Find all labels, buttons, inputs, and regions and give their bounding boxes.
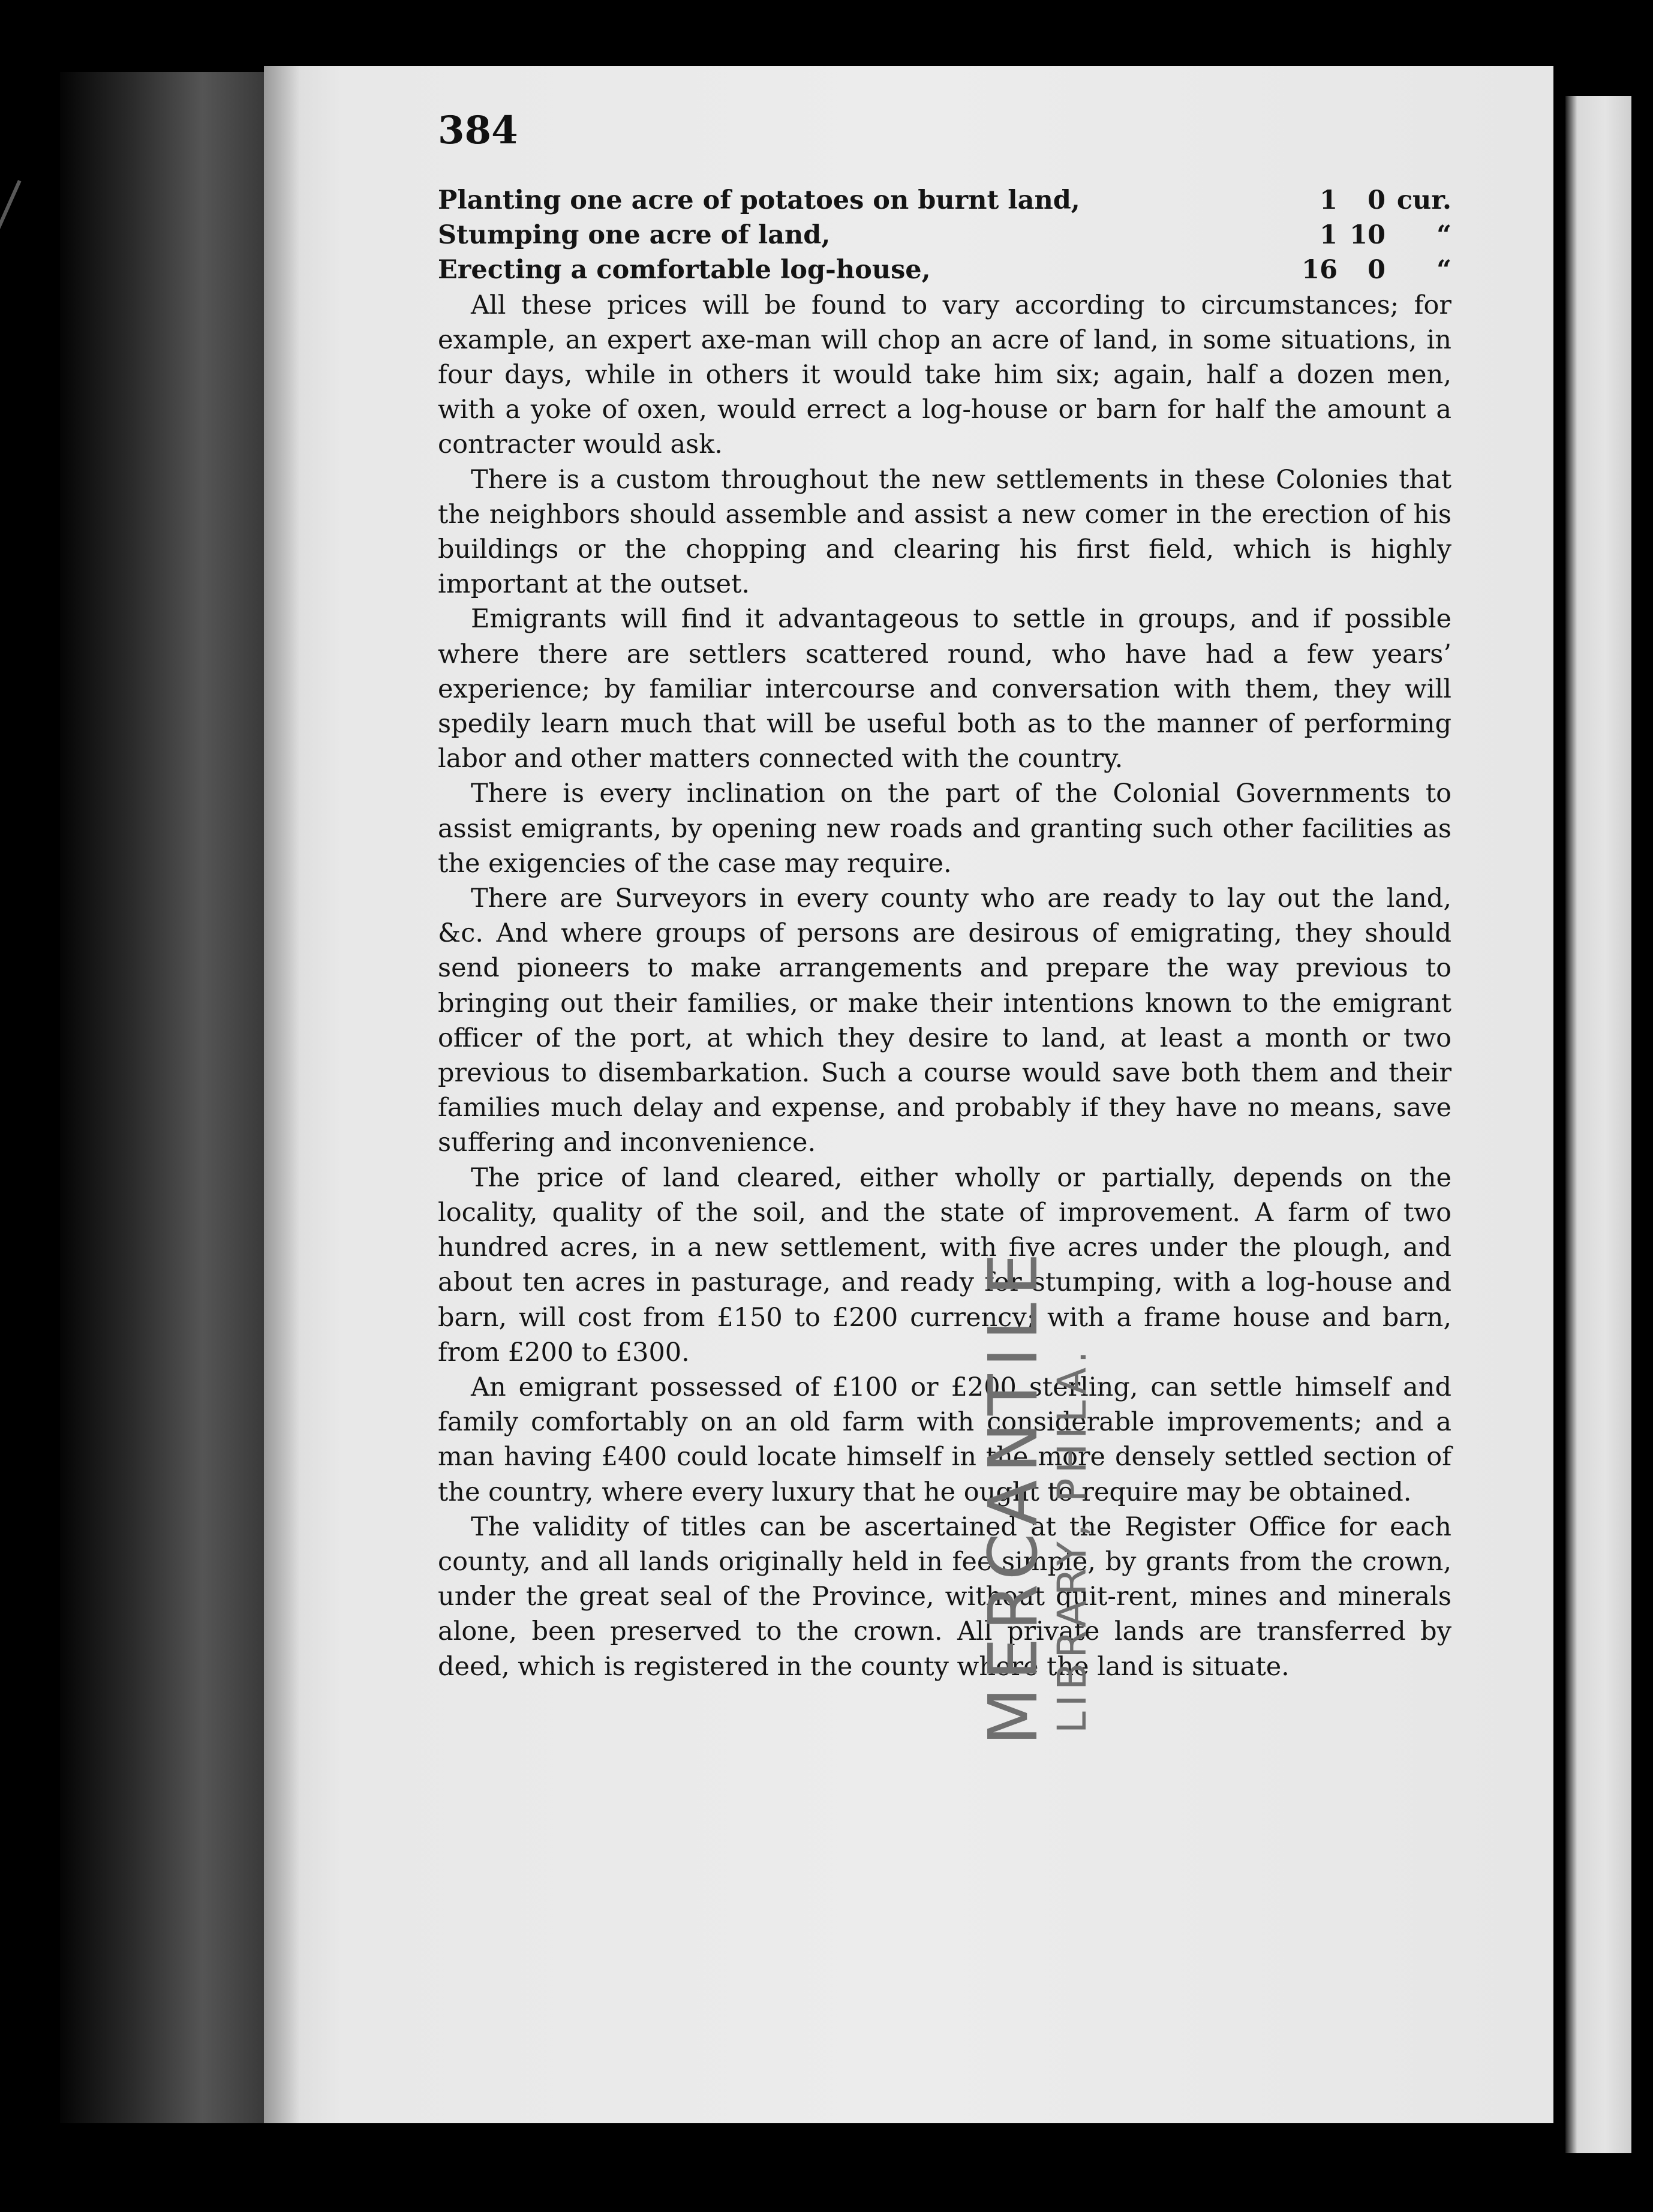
paragraph: There is a custom throughout the new settlements in these Colonies that the neighbors should assemble and assist a new comer in the erection of his buildings or the chopping and clearing his first field, which is highly important at the outset. bbox=[438, 464, 1451, 600]
book-spine-shadow bbox=[60, 72, 264, 2123]
paragraph: The validity of titles can be ascertained at the Register Office for each county, and all lands originally held in fee simple, by grants from the crown, under the great seal of the Province, without quit-rent, mines and minerals alone, been preserved to the crown. All private lands are transferred by deed, which is registered in the county where the land is situate. bbox=[438, 1511, 1451, 1682]
page-text bbox=[438, 183, 1451, 1684]
price-value-a: 1 bbox=[1320, 185, 1338, 215]
price-row bbox=[438, 183, 1451, 218]
next-page-edge bbox=[1565, 96, 1631, 2153]
price-row bbox=[438, 253, 1451, 287]
price-unit: cur. bbox=[1396, 185, 1451, 215]
price-item: Stumping one acre of land, bbox=[438, 220, 831, 251]
paragraph: Emigrants will find it advantageous to settle in groups, and if possible where there are settlers scattered round, who have had a few years’ experience; by familiar intercourse and conversation with them, they will spedily learn much that will be useful both as to the manner of performing labor and other matters connected with the country. bbox=[438, 604, 1451, 774]
paragraph: The price of land cleared, either wholly or partially, depends on the locality, quality of the soil, and the state of improvement. A farm of two hundred acres, in a new settlement, with five acres under the plough, and about ten acres in pasturage, and ready for stumping, with a log-house and barn, will cost from £150 to £200 currency; with a frame house and barn, from £200 to £300. bbox=[438, 1162, 1451, 1368]
stamp-line-1: MERCANTILE bbox=[975, 1246, 1053, 1745]
price-item: Erecting a comfortable log-house, bbox=[438, 255, 931, 285]
price-value-a: 1 bbox=[1320, 220, 1338, 251]
paragraph: An emigrant possessed of £100 or £200 sterling, can settle himself and family comfortably on an old farm with considerable improvements; and a man having £400 could locate himself in the more densely settled section of the country, where every luxury that he ought to require may be obtained. bbox=[438, 1372, 1451, 1507]
page-number: 384 bbox=[438, 108, 518, 153]
film-scratch bbox=[0, 180, 21, 1825]
price-unit: “ bbox=[1436, 255, 1451, 285]
paragraph: All these prices will be found to vary according to circumstances; for example, an expert axe-man will chop an acre of land, in some situations, in four days, while in others it would take him six; again, half a dozen men, with a yoke of oxen, would errect a log-house or barn for half the amount a contracter would ask. bbox=[438, 290, 1451, 460]
price-row bbox=[438, 218, 1451, 253]
price-value-b: 0 bbox=[1368, 185, 1385, 215]
price-value-b: 10 bbox=[1350, 220, 1385, 251]
stamp-line-2: LIBRARY, PHILA. bbox=[1049, 1346, 1095, 1733]
price-item: Planting one acre of potatoes on burnt land, bbox=[438, 185, 1080, 215]
book-page bbox=[264, 66, 1553, 2123]
price-value-a: 16 bbox=[1302, 255, 1338, 285]
library-stamp bbox=[975, 1246, 1095, 1745]
price-value-b: 0 bbox=[1368, 255, 1385, 285]
paragraph: There are Surveyors in every county who are ready to lay out the land, &c. And where groups of persons are desirous of emigrating, they should send pioneers to make arrangements and prepare the way previous to bringing out their families, or make their intentions known to the emigrant officer of the port, at which they desire to land, at least a month or two previous to disembarkation. Such a course would save both them and their families much delay and expense, and probably if they have no means, save suffering and inconvenience. bbox=[438, 883, 1451, 1158]
paragraph: There is every inclination on the part of the Colonial Governments to assist emigrants, by opening new roads and granting such other facilities as the exigencies of the case may require. bbox=[438, 779, 1451, 879]
price-unit: “ bbox=[1436, 220, 1451, 251]
